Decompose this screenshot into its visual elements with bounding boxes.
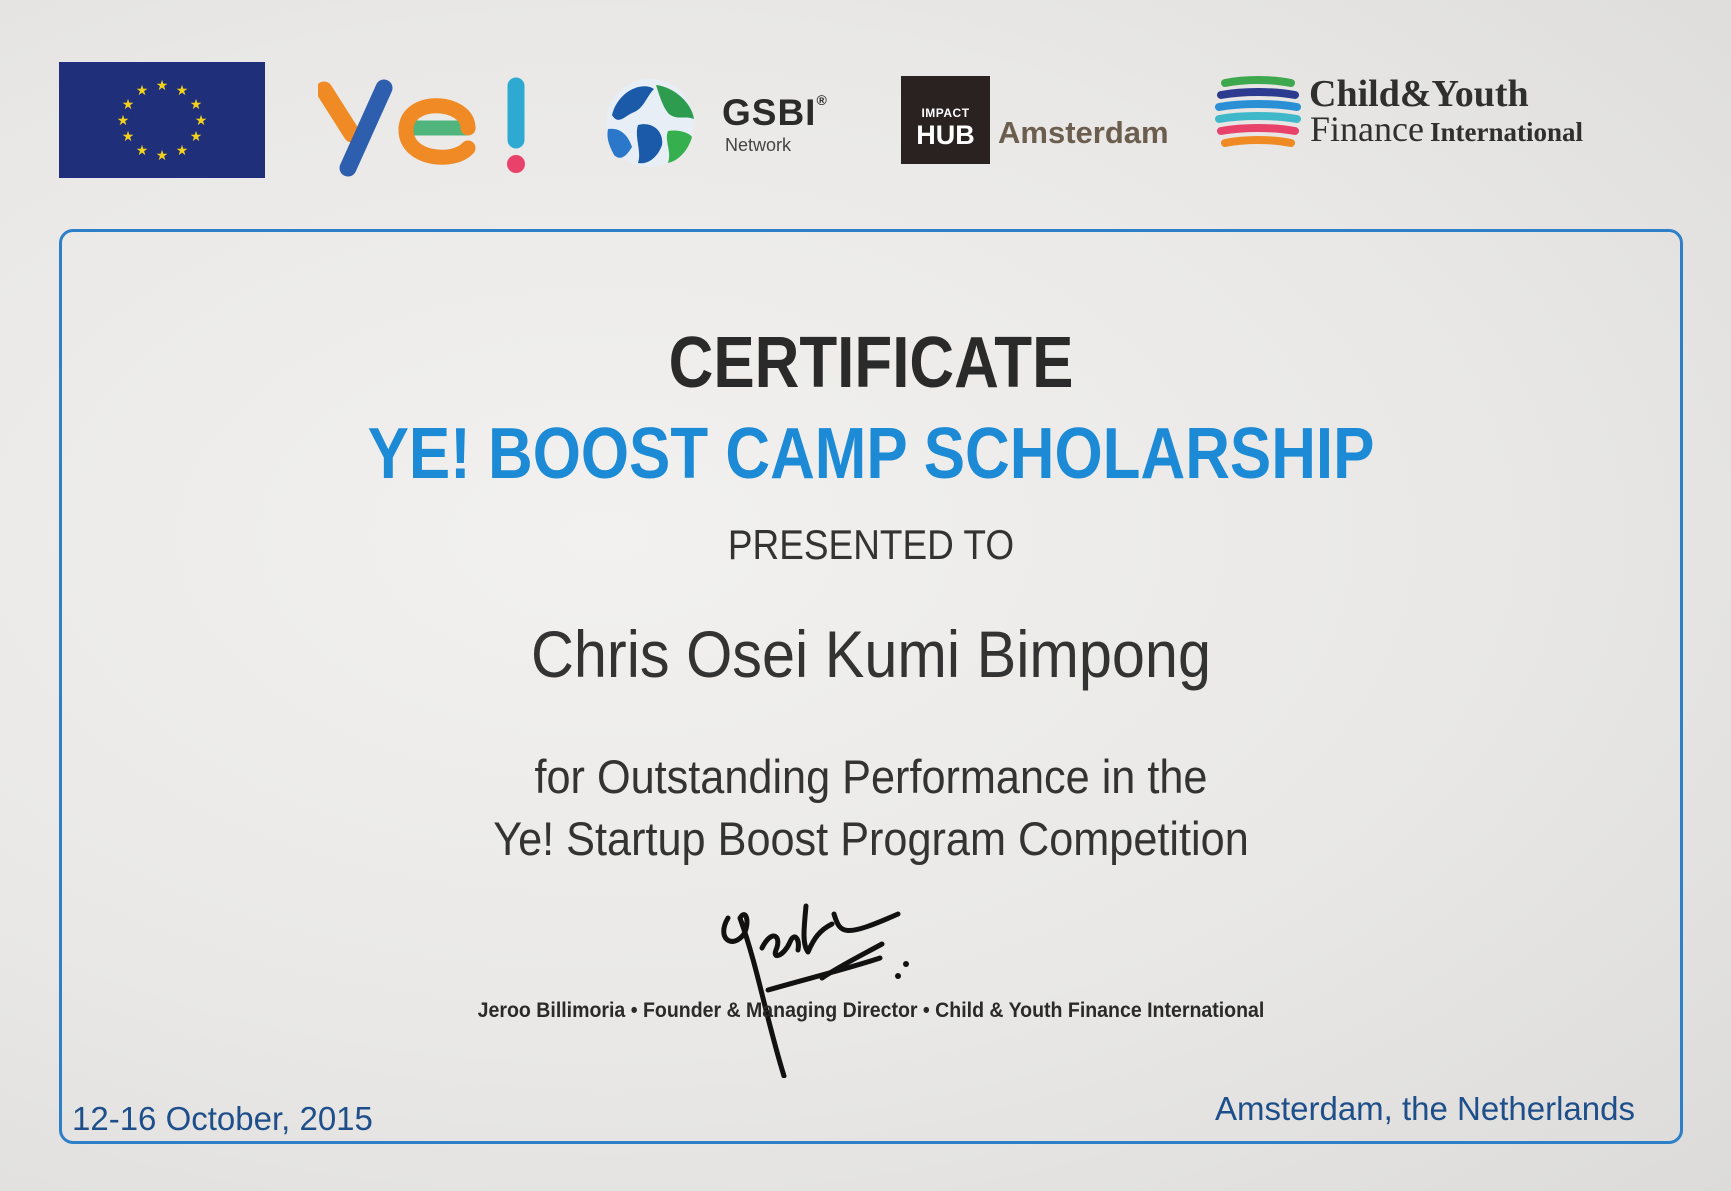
svg-text:★: ★	[116, 113, 130, 129]
svg-text:★: ★	[175, 83, 189, 99]
gsbi-network-label: Network	[725, 135, 792, 155]
presented-to-label: PRESENTED TO	[727, 521, 1015, 568]
gsbi-name-text: GSBI	[722, 92, 817, 133]
program-title: YE! BOOST CAMP SCHOLARSHIP	[367, 414, 1375, 494]
cyfi-stack-icon	[1215, 75, 1301, 155]
ye-logo	[318, 68, 538, 178]
certificate-title: CERTIFICATE	[668, 323, 1074, 403]
recipient-name: Chris Osei Kumi Bimpong	[530, 617, 1212, 691]
award-reason	[124, 746, 1618, 870]
event-date: 12-16 October, 2015	[72, 1100, 373, 1137]
award-reason-line2: Ye! Startup Boost Program Competition	[493, 812, 1249, 865]
svg-text:★: ★	[121, 129, 135, 145]
eu-stars-icon	[59, 62, 265, 178]
gsbi-globe-icon	[598, 75, 702, 171]
svg-text:★: ★	[135, 143, 149, 159]
svg-text:★: ★	[189, 97, 203, 113]
impact-hub-small-label: IMPACT	[921, 106, 970, 120]
svg-text:★: ★	[189, 129, 203, 145]
eu-flag-logo	[59, 62, 265, 178]
svg-text:★: ★	[135, 83, 149, 99]
award-reason-line1: for Outstanding Performance in the	[534, 750, 1208, 803]
svg-text:★: ★	[194, 113, 208, 129]
cyfi-international-text: International	[1429, 117, 1583, 147]
cyfi-name-line1: Child&Youth	[1309, 73, 1529, 115]
gsbi-registered-mark: ®	[816, 92, 828, 108]
cyfi-name-line2	[1310, 108, 1583, 150]
svg-text:★: ★	[155, 148, 169, 164]
signatory-line: Jeroo Billimoria • Founder & Managing Director • Child & Youth Finance International	[477, 999, 1265, 1022]
svg-text:★: ★	[121, 97, 135, 113]
impact-hub-big-label: HUB	[916, 120, 975, 150]
svg-text:★: ★	[175, 143, 189, 159]
impact-hub-logo	[901, 76, 990, 164]
cyfi-finance-text: Finance	[1310, 109, 1424, 149]
signature-image	[710, 878, 920, 1078]
impact-hub-city-label: Amsterdam	[998, 115, 1169, 150]
gsbi-name	[722, 92, 828, 134]
svg-text:★: ★	[155, 78, 169, 94]
event-location: Amsterdam, the Netherlands	[1214, 1090, 1635, 1127]
